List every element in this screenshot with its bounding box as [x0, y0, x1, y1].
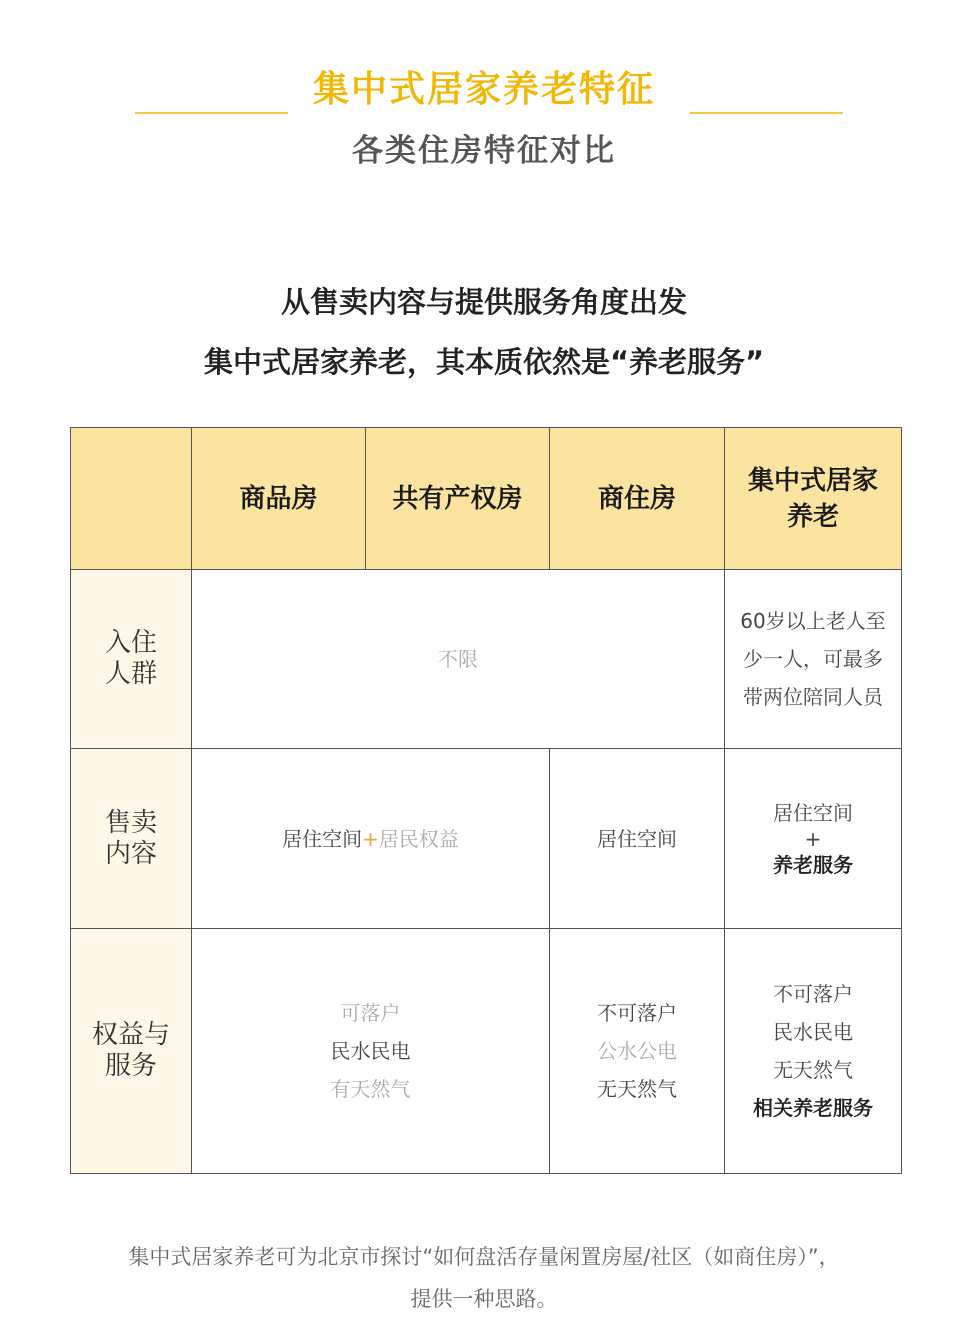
cell-text: 居住空间 — [597, 826, 677, 851]
table-row-rights — [71, 929, 902, 1174]
cell-rights-elderly — [725, 929, 902, 1174]
cell-line: 民水民电 — [330, 1039, 411, 1063]
plus-sign: + — [362, 826, 379, 851]
column-header-commercial: 商品房 — [192, 428, 366, 570]
cell-line: 相关养老服务 — [753, 1096, 873, 1120]
cell-rights-commercial — [192, 929, 550, 1174]
column-header-business-residential: 商住房 — [550, 428, 725, 570]
footer-note — [40, 1236, 928, 1320]
headline-line-2: 集中式居家养老，其本质依然是“养老服务” — [203, 345, 765, 379]
cell-line: 有天然气 — [330, 1077, 411, 1101]
cell-line: 无天然气 — [597, 1077, 677, 1101]
cell-line: 带两位陪同人员 — [743, 685, 883, 709]
cell-line: 无天然气 — [773, 1058, 853, 1082]
cell-text: 居住空间 — [282, 826, 363, 851]
column-header-centralized-elderly-care: 集中式居家养老 — [725, 428, 902, 570]
page-title: 集中式居家养老特征 — [312, 69, 655, 110]
cell-line: 不可落户 — [773, 982, 853, 1006]
cell-residents-shared — [192, 570, 725, 749]
row-header-residents — [71, 570, 192, 749]
cell-line: 居住空间 — [773, 800, 853, 825]
cell-content-business — [550, 749, 725, 929]
row-header-line: 权益与 — [91, 1020, 170, 1050]
cell-line: 公水公电 — [597, 1039, 677, 1063]
row-header-line: 入住 — [104, 628, 157, 658]
cell-line: 60岁以上老人至 — [740, 609, 886, 633]
row-header-rights — [71, 929, 192, 1174]
housing-comparison-table — [70, 427, 902, 1174]
row-header-line: 服务 — [104, 1051, 157, 1081]
headline-line-1: 从售卖内容与提供服务角度出发 — [280, 285, 687, 319]
table-header-row — [71, 428, 902, 570]
cell-residents-elderly — [725, 570, 902, 749]
row-header-line: 内容 — [104, 838, 157, 869]
cell-content-commercial — [192, 749, 550, 929]
plus-sign: + — [804, 826, 822, 851]
cell-text: 居民权益 — [378, 826, 459, 851]
column-header-shared-ownership: 共有产权房 — [366, 428, 550, 570]
cell-line: 少一人，可最多 — [743, 647, 883, 671]
cell-content-elderly — [725, 749, 902, 929]
cell-line: 民水民电 — [773, 1020, 853, 1044]
row-header-line: 人群 — [104, 659, 157, 689]
cell-line: 养老服务 — [773, 852, 853, 877]
table-row-residents — [71, 570, 902, 749]
cell-line: 不可落户 — [597, 1001, 677, 1025]
cell-text: 不限 — [438, 647, 478, 671]
row-header-content — [71, 749, 192, 929]
table-row-content — [71, 749, 902, 929]
cell-line: 可落户 — [340, 1001, 401, 1025]
cell-rights-business — [550, 929, 725, 1174]
header-corner-cell — [71, 428, 192, 570]
page-subtitle: 各类住房特征对比 — [352, 133, 616, 169]
footer-line-2: 提供一种思路。 — [410, 1287, 558, 1311]
row-header-line: 售卖 — [104, 807, 157, 838]
footer-line-1: 集中式居家养老可为北京市探讨“如何盘活存量闲置房屋/社区（如商住房）”， — [128, 1245, 840, 1269]
